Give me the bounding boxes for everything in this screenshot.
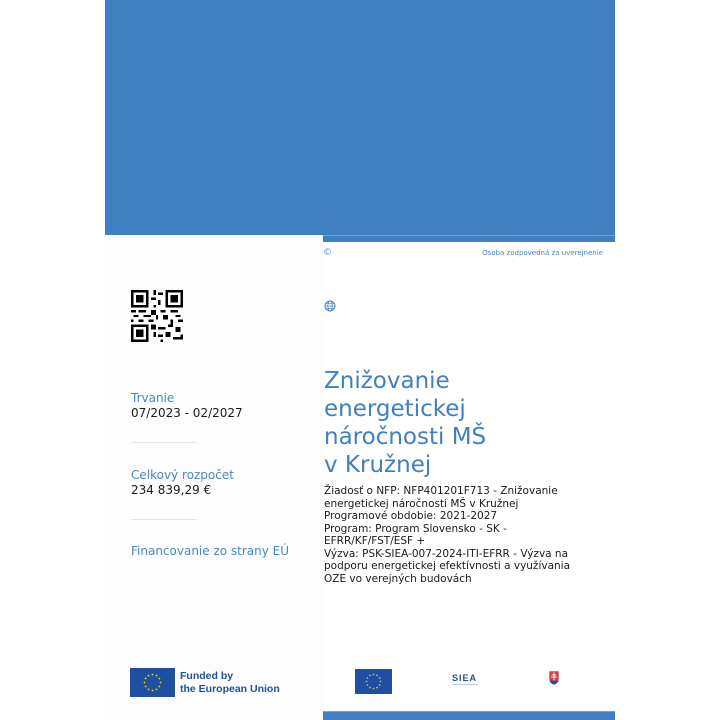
funded-by-eu-text: [180, 670, 280, 696]
copyright-icon: ©: [323, 248, 332, 258]
programming-period: Programové obdobie: 2021-2027: [324, 510, 498, 522]
budget-label: Celkový rozpočet: [131, 468, 234, 482]
siea-logo: SIEA: [452, 673, 478, 683]
siea-logo-subtitle: [452, 684, 478, 685]
eu-flag-icon: [355, 669, 392, 694]
eu-flag-icon: [130, 668, 175, 697]
divider: [131, 519, 197, 520]
hero-banner: [105, 0, 615, 235]
slovak-coat-of-arms-icon: [548, 670, 560, 686]
project-details: [324, 485, 584, 585]
application-number: Žiadosť o NFP: NFP401201F713 - Znižovanie energetickej náročnosti MŠ v Kružnej: [324, 485, 558, 510]
qr-code: [131, 290, 183, 342]
call-name: Výzva: PSK-SIEA-007-2024-ITI-EFRR - Výzva na podporu energetickej efektívnosti a využívania OZE vo verejných budovách: [324, 547, 571, 585]
project-poster: [105, 0, 615, 720]
budget-value: 234 839,29 €: [131, 483, 212, 497]
bottom-bar: [323, 711, 615, 720]
globe-icon[interactable]: [324, 300, 336, 312]
project-title: Znižovanie energetickej náročnosti MŠ v Kružnej: [324, 368, 487, 478]
duration-value: 07/2023 - 02/2027: [131, 406, 243, 420]
hero-banner-extension: [323, 235, 615, 242]
eu-funding-label: Financovanie zo strany EÚ: [131, 544, 290, 558]
program-name: Program: Program Slovensko - SK - EFRR/KF/FST/ESF +: [324, 522, 507, 547]
funded-line-2: the European Union: [180, 683, 280, 695]
responsible-person-link[interactable]: Osoba zodpovedná za uverejnenie: [482, 249, 603, 257]
duration-label: Trvanie: [131, 391, 175, 405]
divider: [131, 442, 197, 443]
funded-line-1: Funded by: [180, 670, 234, 682]
